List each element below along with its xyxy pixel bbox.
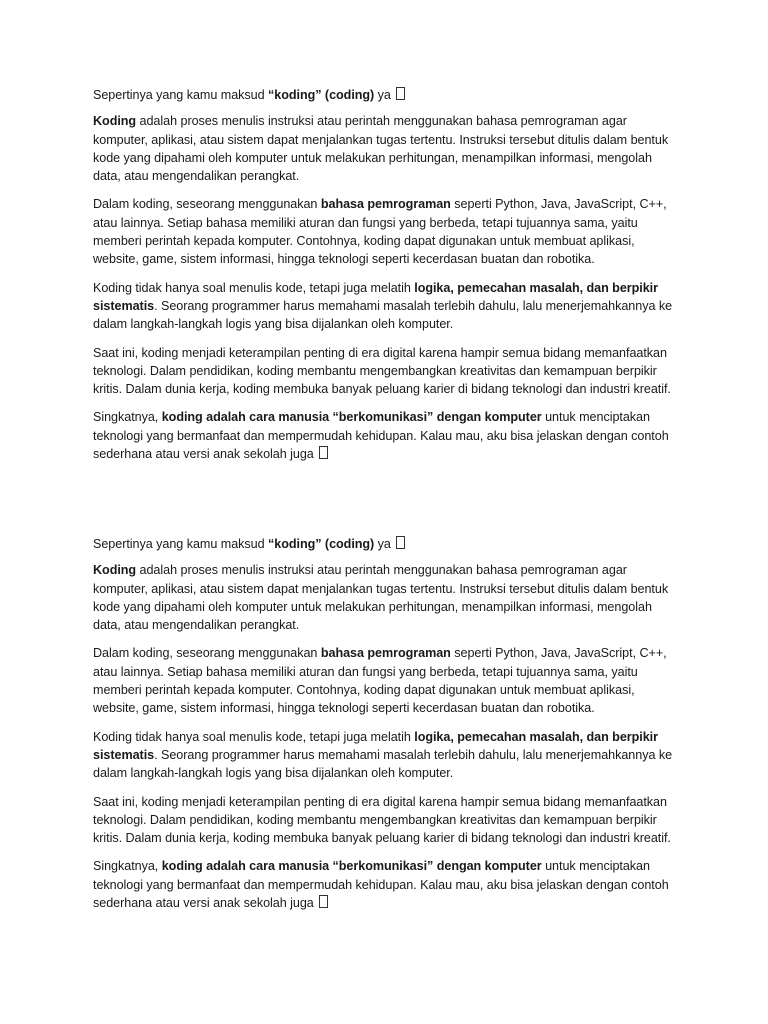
paragraph-logic: Koding tidak hanya soal menulis kode, tetapi juga melatih logika, pemecahan masalah, dan berpikir sistematis. Seorang programmer harus memahami masalah terlebih dahulu, lalu menerjemahkannya ke dalam langkah-langkah logis yang bisa dijalankan oleh komputer. <box>93 280 673 332</box>
missing-emoji-icon <box>319 895 328 908</box>
paragraph-definition: Koding adalah proses menulis instruksi atau perintah menggunakan bahasa pemrograman agar komputer, aplikasi, atau sistem dapat menjalankan tugas tertentu. Instruksi tersebut ditulis dalam bentuk kode yang dipahami oleh komputer untuk melakukan perhitungan, menampilkan informasi, mengolah data, atau mengendalikan perangkat. <box>93 114 669 184</box>
missing-emoji-icon <box>319 446 328 459</box>
intro-line: Sepertinya yang kamu maksud “koding” (coding) ya <box>93 86 683 104</box>
paragraph-importance: Saat ini, koding menjadi keterampilan penting di era digital karena hampir semua bidang memanfaatkan teknologi. Dalam pendidikan, koding membantu mengembangkan kreativitas dan kemampuan berpikir kritis. Dalam dunia kerja, koding membuka banyak peluang karier di bidang teknologi dan industri kreatif. <box>93 794 671 846</box>
missing-emoji-icon <box>396 87 405 100</box>
intro-bold-term: “koding” (coding) <box>268 537 375 551</box>
intro-line: Sepertinya yang kamu maksud “koding” (coding) ya <box>93 535 683 553</box>
paragraph-languages: Dalam koding, seseorang menggunakan bahasa pemrograman seperti Python, Java, JavaScript, C++, atau lainnya. Setiap bahasa memiliki aturan dan fungsi yang berbeda, tetapi tujuannya sama, yaitu memberi perintah kepada komputer. Contohnya, koding dapat digunakan untuk membuat aplikasi, website, game, sistem informasi, hingga teknologi seperti kecerdasan buatan dan robotika. <box>93 646 667 716</box>
paragraph-importance: Saat ini, koding menjadi keterampilan penting di era digital karena hampir semua bidang memanfaatkan teknologi. Dalam pendidikan, koding membantu mengembangkan kreativitas dan kemampuan berpikir kritis. Dalam dunia kerja, koding membuka banyak peluang karier di bidang teknologi dan industri kreatif. <box>93 345 671 397</box>
answer-section-1 <box>93 86 683 473</box>
paragraph-languages: Dalam koding, seseorang menggunakan bahasa pemrograman seperti Python, Java, JavaScript, C++, atau lainnya. Setiap bahasa memiliki aturan dan fungsi yang berbeda, tetapi tujuannya sama, yaitu memberi perintah kepada komputer. Contohnya, koding dapat digunakan untuk membuat aplikasi, website, game, sistem informasi, hingga teknologi seperti kecerdasan buatan dan robotika. <box>93 197 667 267</box>
missing-emoji-icon <box>396 536 405 549</box>
paragraph-summary: Singkatnya, koding adalah cara manusia “berkomunikasi” dengan komputer untuk menciptakan teknologi yang bermanfaat dan mempermudah kehidupan. Kalau mau, aku bisa jelaskan dengan contoh sederhana atau versi anak sekolah juga <box>93 859 669 911</box>
paragraph-logic: Koding tidak hanya soal menulis kode, tetapi juga melatih logika, pemecahan masalah, dan berpikir sistematis. Seorang programmer harus memahami masalah terlebih dahulu, lalu menerjemahkannya ke dalam langkah-langkah logis yang bisa dijalankan oleh komputer. <box>93 729 673 781</box>
paragraph-definition: Koding adalah proses menulis instruksi atau perintah menggunakan bahasa pemrograman agar komputer, aplikasi, atau sistem dapat menjalankan tugas tertentu. Instruksi tersebut ditulis dalam bentuk kode yang dipahami oleh komputer untuk melakukan perhitungan, menampilkan informasi, mengolah data, atau mengendalikan perangkat. <box>93 563 669 633</box>
answer-section-2 <box>93 535 683 922</box>
paragraph-summary: Singkatnya, koding adalah cara manusia “berkomunikasi” dengan komputer untuk menciptakan teknologi yang bermanfaat dan mempermudah kehidupan. Kalau mau, aku bisa jelaskan dengan contoh sederhana atau versi anak sekolah juga <box>93 410 669 462</box>
intro-bold-term: “koding” (coding) <box>268 88 375 102</box>
